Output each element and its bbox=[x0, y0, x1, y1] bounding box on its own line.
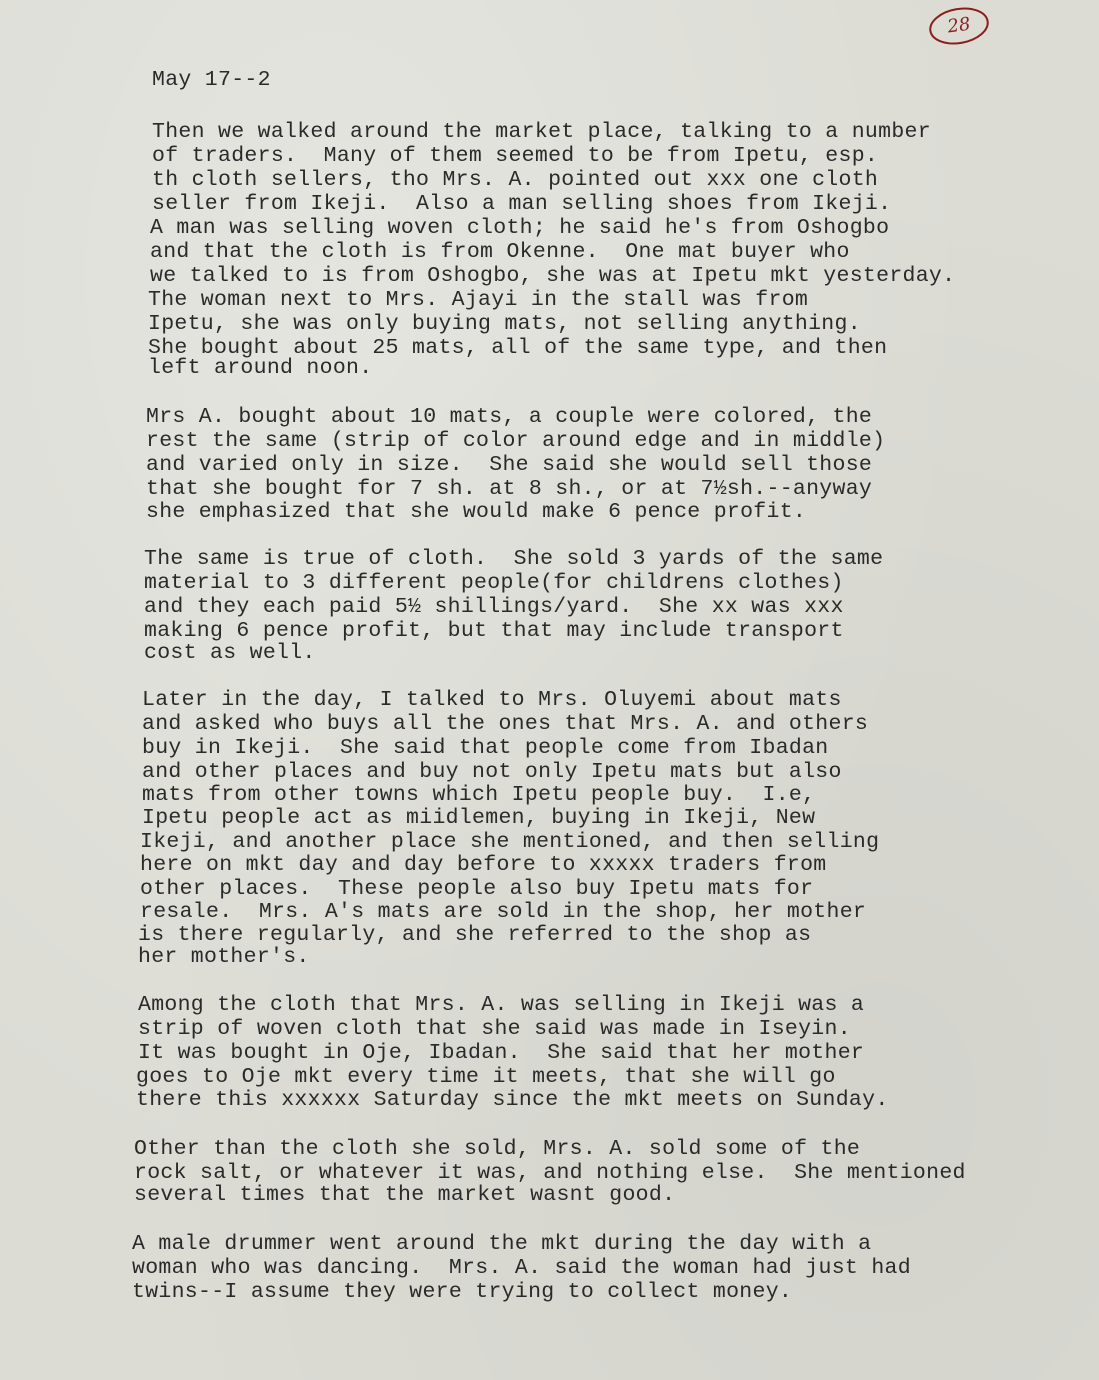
text-line: mats from other towns which Ipetu people buy. I.e, bbox=[142, 783, 816, 807]
text-line: her mother's. bbox=[138, 945, 310, 969]
text-line: Among the cloth that Mrs. A. was selling in Ikeji was a bbox=[138, 993, 865, 1017]
text-line: several times that the market wasnt good. bbox=[134, 1183, 676, 1207]
text-line: It was bought in Oje, Ibadan. She said that her mother bbox=[138, 1041, 865, 1065]
text-line: rest the same (strip of color around edge and in middle) bbox=[146, 429, 886, 453]
text-line: seller from Ikeji. Also a man selling shoes from Ikeji. bbox=[152, 192, 892, 216]
text-line: woman who was dancing. Mrs. A. said the woman had just had bbox=[132, 1256, 911, 1280]
text-line: and that the cloth is from Okenne. One mat buyer who bbox=[150, 240, 850, 264]
text-line: Ipetu people act as miidlemen, buying in Ikeji, New bbox=[142, 806, 816, 830]
text-line: and other places and buy not only Ipetu mats but also bbox=[142, 760, 842, 784]
text-line: The woman next to Mrs. Ajayi in the stall was from bbox=[148, 288, 809, 312]
text-line: goes to Oje mkt every time it meets, that she will go bbox=[136, 1065, 836, 1089]
text-line: that she bought for 7 sh. at 8 sh., or at 7½sh.--anyway bbox=[146, 477, 873, 501]
text-line: strip of woven cloth that she said was made in Iseyin. bbox=[138, 1017, 851, 1041]
text-line: twins--I assume they were trying to collect money. bbox=[132, 1280, 793, 1304]
text-line: cost as well. bbox=[144, 641, 316, 665]
text-line: there this xxxxxx Saturday since the mkt meets on Sunday. bbox=[136, 1088, 889, 1112]
text-line: A man was selling woven cloth; he said he's from Oshogbo bbox=[150, 216, 890, 240]
text-line: Mrs A. bought about 10 mats, a couple were colored, the bbox=[146, 405, 873, 429]
text-line: Other than the cloth she sold, Mrs. A. sold some of the bbox=[134, 1137, 861, 1161]
document-date: May 17--2 bbox=[152, 68, 271, 92]
text-line: and varied only in size. She said she would sell those bbox=[146, 453, 873, 477]
text-line: A male drummer went around the mkt during the day with a bbox=[132, 1232, 872, 1256]
text-line: Ikeji, and another place she mentioned, and then selling bbox=[140, 830, 880, 854]
text-line: th cloth sellers, tho Mrs. A. pointed out xxx one cloth bbox=[152, 168, 879, 192]
text-line: resale. Mrs. A's mats are sold in the shop, her mother bbox=[140, 900, 867, 924]
text-line: and they each paid 5½ shillings/yard. She xx was xxx bbox=[144, 595, 844, 619]
text-line: she emphasized that she would make 6 pence profit. bbox=[146, 500, 807, 524]
text-line: Ipetu, she was only buying mats, not selling anything. bbox=[148, 312, 861, 336]
text-line: The same is true of cloth. She sold 3 yards of the same bbox=[144, 547, 884, 571]
text-line: Then we walked around the market place, talking to a number bbox=[152, 120, 931, 144]
text-line: rock salt, or whatever it was, and nothing else. She mentioned bbox=[134, 1161, 966, 1185]
text-line: making 6 pence profit, but that may include transport bbox=[144, 619, 844, 643]
text-line: left around noon. bbox=[148, 356, 373, 380]
text-line: She bought about 25 mats, all of the same type, and then bbox=[148, 336, 888, 360]
text-line: Later in the day, I talked to Mrs. Oluyemi about mats bbox=[142, 688, 842, 712]
text-line: and asked who buys all the ones that Mrs. A. and others bbox=[142, 712, 869, 736]
text-line: buy in Ikeji. She said that people come from Ibadan bbox=[142, 736, 829, 760]
text-line: material to 3 different people(for childrens clothes) bbox=[144, 571, 844, 595]
text-line: other places. These people also buy Ipetu mats for bbox=[140, 877, 814, 901]
text-line: here on mkt day and day before to xxxxx traders from bbox=[140, 853, 827, 877]
page-number-text: 28 bbox=[946, 13, 972, 38]
text-line: we talked to is from Oshogbo, she was at Ipetu mkt yesterday. bbox=[150, 264, 956, 288]
text-line: of traders. Many of them seemed to be from Ipetu, esp. bbox=[152, 144, 879, 168]
text-line: is there regularly, and she referred to the shop as bbox=[138, 923, 812, 947]
